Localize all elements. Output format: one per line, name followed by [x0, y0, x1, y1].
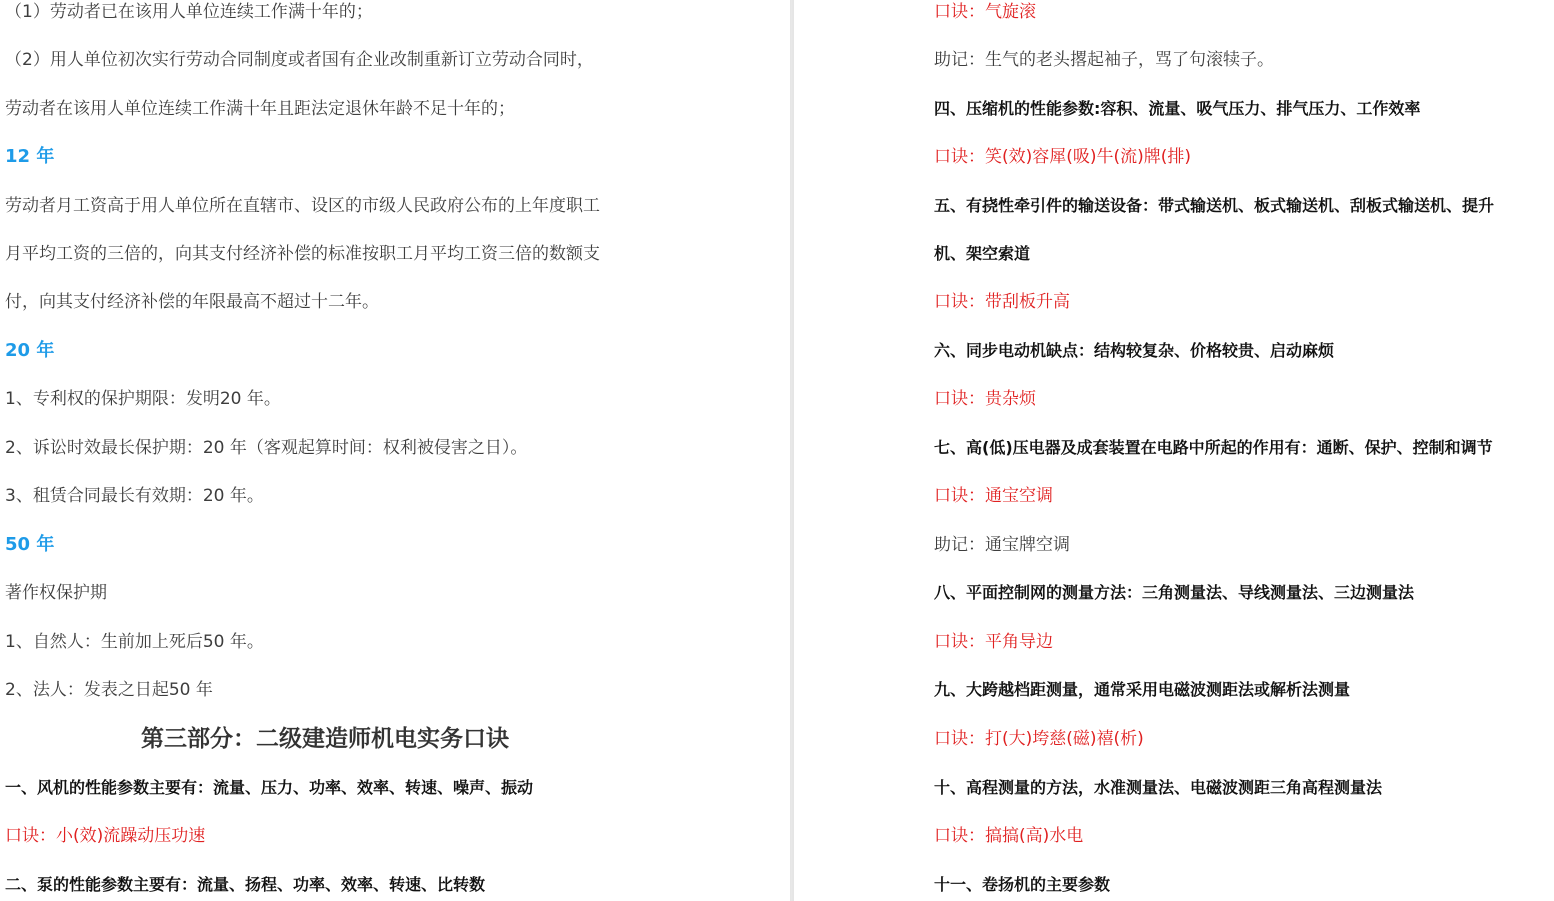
paragraph-line: 著作权保护期 [5, 583, 107, 603]
list-item: 2、诉讼时效最长保护期：20 年（客观起算时间：权利被侵害之日）。 [5, 438, 528, 458]
paragraph-line: 劳动者月工资高于用人单位所在直辖市、设区的市级人民政府公布的上年度职工 [5, 196, 600, 216]
list-item: 1、专利权的保护期限：发明20 年。 [5, 389, 281, 409]
mnemonic-line: 口诀：小(效)流躁动压功速 [5, 826, 206, 846]
topic-heading: 八、平面控制网的测量方法：三角测量法、导线测量法、三边测量法 [934, 583, 1415, 602]
section-heading-50-years: 50 年 [5, 534, 55, 555]
list-item: 劳动者在该用人单位连续工作满十年且距法定退休年龄不足十年的； [5, 99, 515, 119]
list-item: 1、自然人：生前加上死后50 年。 [5, 632, 264, 652]
memory-aid-line: 助记：生气的老头撂起袖子，骂了句滚犊子。 [934, 50, 1274, 70]
mnemonic-line: 口诀：气旋滚 [934, 2, 1036, 22]
topic-heading-continuation: 机、架空索道 [934, 244, 1031, 263]
list-item: （1）劳动者已在该用人单位连续工作满十年的； [5, 2, 373, 22]
part-title: 第三部分：二级建造师机电实务口诀 [141, 726, 509, 752]
mnemonic-line: 口诀：打(大)垮慈(磁)禧(析) [934, 729, 1144, 749]
mnemonic-line: 口诀：搞搞(高)水电 [934, 826, 1084, 846]
topic-heading: 十一、卷扬机的主要参数 [934, 875, 1111, 894]
list-item: 2、法人：发表之日起50 年 [5, 680, 213, 700]
topic-heading: 一、风机的性能参数主要有：流量、压力、功率、效率、转速、噪声、振动 [5, 778, 534, 797]
topic-heading: 七、高(低)压电器及成套装置在电路中所起的作用有：通断、保护、控制和调节 [934, 438, 1493, 457]
section-heading-12-years: 12 年 [5, 146, 55, 167]
topic-heading: 四、压缩机的性能参数:容积、流量、吸气压力、排气压力、工作效率 [934, 99, 1421, 118]
list-item: （2）用人单位初次实行劳动合同制度或者国有企业改制重新订立劳动合同时， [5, 50, 594, 70]
topic-heading: 五、有挠性牵引件的输送设备：带式输送机、板式输送机、刮板式输送机、提升 [934, 196, 1495, 215]
topic-heading: 九、大跨越档距测量，通常采用电磁波测距法或解析法测量 [934, 680, 1351, 699]
right-page [794, 0, 1554, 901]
paragraph-line: 月平均工资的三倍的，向其支付经济补偿的标准按职工月平均工资三倍的数额支 [5, 244, 600, 264]
section-heading-20-years: 20 年 [5, 340, 55, 361]
mnemonic-line: 口诀：带刮板升高 [934, 292, 1070, 312]
topic-heading: 十、高程测量的方法，水准测量法、电磁波测距三角高程测量法 [934, 778, 1383, 797]
memory-aid-line: 助记：通宝牌空调 [934, 535, 1070, 555]
paragraph-line: 付，向其支付经济补偿的年限最高不超过十二年。 [5, 292, 379, 312]
mnemonic-line: 口诀：通宝空调 [934, 486, 1053, 506]
topic-heading: 六、同步电动机缺点：结构较复杂、价格较贵、启动麻烦 [934, 341, 1335, 360]
list-item: 3、租赁合同最长有效期：20 年。 [5, 486, 264, 506]
topic-heading: 二、泵的性能参数主要有：流量、扬程、功率、效率、转速、比转数 [5, 875, 486, 894]
mnemonic-line: 口诀：贵杂烦 [934, 389, 1036, 409]
mnemonic-line: 口诀：平角导边 [934, 632, 1053, 652]
mnemonic-line: 口诀：笑(效)容犀(吸)牛(流)牌(排) [934, 147, 1192, 167]
